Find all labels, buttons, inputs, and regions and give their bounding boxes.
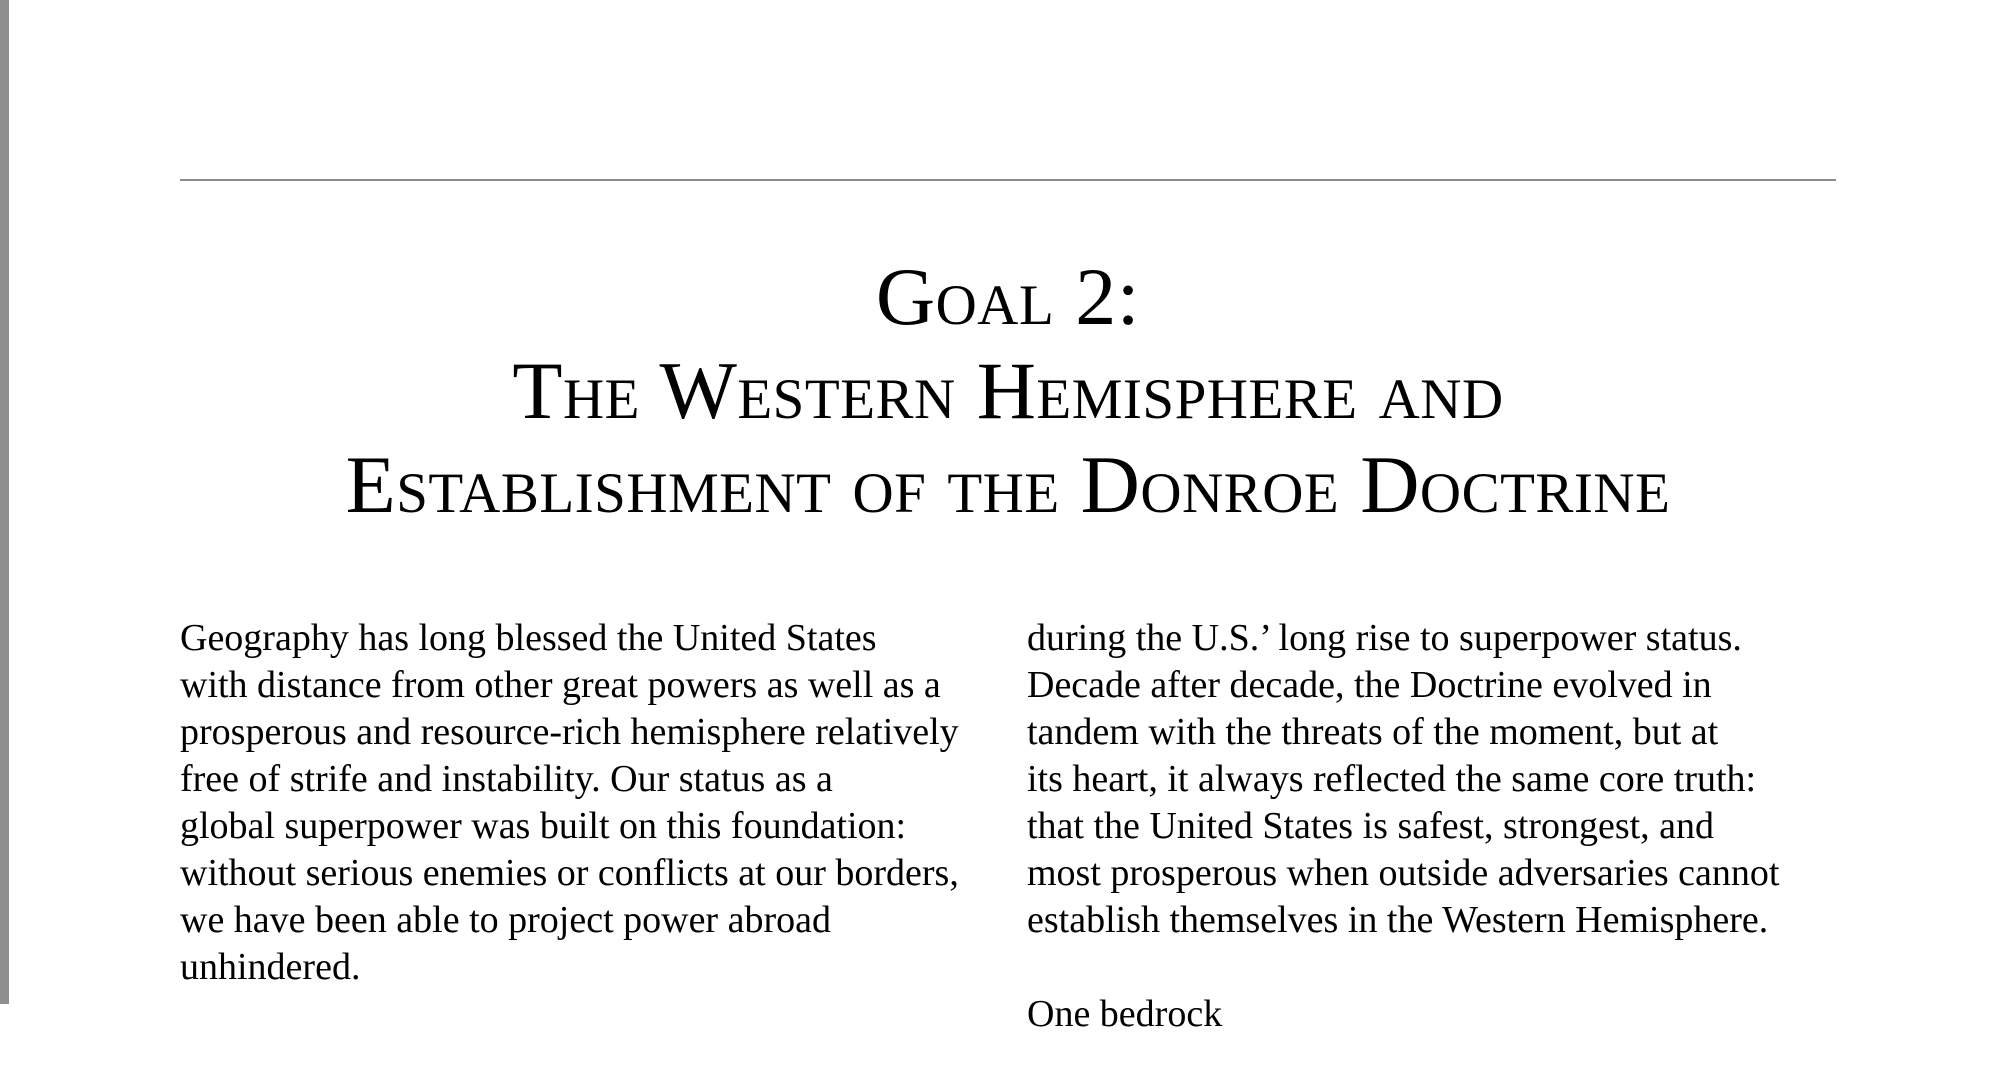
text-line: unhindered. (180, 946, 361, 988)
heading-line-3: Establishment of the Donroe Doctrine (345, 439, 1671, 530)
text-line: with distance from other great powers as well as a (180, 664, 941, 706)
text-line: most prosperous when outside adversaries cannot (1027, 852, 1780, 894)
heading-line-1: Goal 2: (875, 251, 1141, 342)
text-line: prosperous and resource-rich hemisphere relatively (180, 711, 959, 753)
text-line: Geography has long blessed the United States (180, 617, 877, 659)
text-line: during the U.S.’ long rise to superpower status. (1027, 617, 1742, 659)
text-line: Decade after decade, the Doctrine evolved in (1027, 664, 1712, 706)
section-heading (180, 250, 1836, 532)
text-line: global superpower was built on this foundation: (180, 805, 907, 847)
left-paragraph-1 (180, 615, 959, 991)
header-divider (180, 179, 1836, 181)
window-left-edge (0, 0, 9, 1004)
heading-line-2: The Western Hemisphere and (512, 345, 1504, 436)
text-line: free of strife and instability. Our status as a (180, 758, 833, 800)
text-line-partial: One bedrock (1027, 993, 1223, 1035)
text-line: establish themselves in the Western Hemisphere. (1027, 899, 1769, 941)
text-line: that the United States is safest, strongest, and (1027, 805, 1715, 847)
right-paragraph-1 (1027, 615, 1779, 944)
right-column (1027, 615, 1779, 1085)
text-line: its heart, it always reflected the same core truth: (1027, 758, 1757, 800)
left-column (180, 615, 959, 1038)
right-paragraph-2 (1027, 991, 1779, 1038)
text-line: without serious enemies or conflicts at our borders, (180, 852, 959, 894)
text-line: tandem with the threats of the moment, but at (1027, 711, 1719, 753)
text-line: we have been able to project power abroad (180, 899, 831, 941)
